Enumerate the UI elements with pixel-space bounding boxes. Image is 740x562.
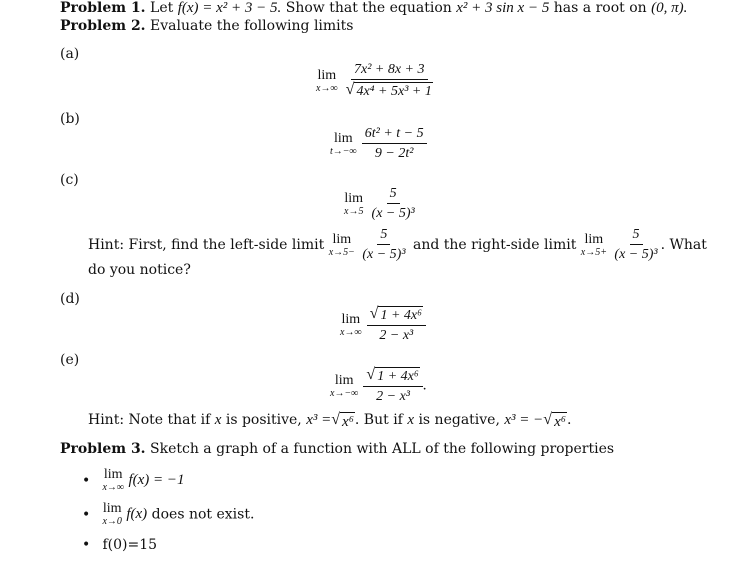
limit-operator: lim x→∞ <box>340 311 362 338</box>
denominator: 9 − 2t² <box>374 146 414 162</box>
problem-1-equation: x² + 3 sin x − 5 <box>456 0 550 16</box>
right-limit-fraction: $\frac{5}{\text{(x − 5)³}}$ <box>614 227 658 263</box>
part-e-hint: Hint: Note that if x is positive, x³ = √ x⁶ . But if x is negative, x³ = − √ x⁶ . <box>88 411 572 430</box>
part-d-label: (d) <box>60 291 80 307</box>
fraction <box>367 306 426 344</box>
limit-operator: lim x→∞ <box>102 467 125 493</box>
part-e-expression: lim x→−∞ √ 1 + 4x⁶ 2 − x³ . <box>330 366 427 405</box>
part-c-label: (c) <box>60 172 79 188</box>
part-b-expression <box>330 126 427 162</box>
limit-operator: lim x→5 <box>344 190 364 217</box>
part-a-expression <box>316 62 436 100</box>
part-c-hint-line-2: do you notice? <box>88 262 191 278</box>
numerator: √ 1 + 4x⁶ <box>367 306 426 326</box>
problem-3-title: Problem 3. <box>60 441 146 457</box>
fraction <box>363 367 422 405</box>
problem-2-line <box>60 18 353 34</box>
part-c-expression <box>344 186 418 222</box>
problem-1-text-2: Show that the equation <box>285 0 452 16</box>
limit-operator: lim x→∞ <box>316 67 338 94</box>
right-limit-operator: lim x→5+ <box>580 231 607 258</box>
property-item-2: • lim x→0 f(x) does not exist. <box>82 501 255 527</box>
limit-operator: lim t→−∞ <box>330 130 357 157</box>
problem-1-line <box>60 0 687 17</box>
problem-2-title: Problem 2. <box>60 18 146 34</box>
problem-3-line <box>60 441 614 457</box>
limit-operator: lim x→0 <box>102 501 122 527</box>
part-b-label: (b) <box>60 111 80 127</box>
problem-1-interval: (0, π). <box>651 0 688 16</box>
problem-1-text: Let <box>150 0 174 16</box>
denominator: 2 − x³ <box>376 389 410 405</box>
left-limit-fraction: $\frac{5}{\text{(x − 5)³}}$ <box>362 227 406 263</box>
numerator: 7x² + 8x + 3 <box>351 62 428 80</box>
numerator: 5 <box>387 186 400 204</box>
fraction <box>369 186 418 222</box>
problem-1-title: Problem 1. <box>60 0 146 16</box>
numerator: √ 1 + 4x⁶ <box>363 367 422 387</box>
left-limit-operator: lim x→5− <box>328 231 355 258</box>
denominator: √ 4x⁴ + 5x³ + 1 <box>345 81 432 100</box>
fraction <box>362 126 427 162</box>
problem-3-text: Sketch a graph of a function with ALL of the following properties <box>150 441 615 457</box>
part-c-hint: Hint: First, find the left-side limit lim x→5− $\frac{5}{\text{(x − 5)³}}$ and the right-side limit lim x→5+ $\frac{5}{\text{(x − 5)³}}$ . What <box>88 227 707 263</box>
part-a-label: (a) <box>60 46 80 62</box>
denominator: 2 − x³ <box>379 328 414 344</box>
property-item-1: • lim x→∞ f(x) = −1 <box>82 467 185 493</box>
problem-1-text-3: has a root on <box>553 0 647 16</box>
property-item-3: • f(0)=15 <box>82 537 158 553</box>
part-e-label: (e) <box>60 352 80 368</box>
fraction <box>343 62 436 100</box>
problem-2-text: Evaluate the following limits <box>150 18 354 34</box>
limit-operator: lim x→−∞ <box>330 372 359 399</box>
numerator: 6t² + t − 5 <box>362 126 427 144</box>
problem-1-function: f(x) = x² + 3 − 5. <box>177 0 282 16</box>
denominator: (x − 5)³ <box>371 206 415 222</box>
part-d-expression <box>340 306 426 344</box>
